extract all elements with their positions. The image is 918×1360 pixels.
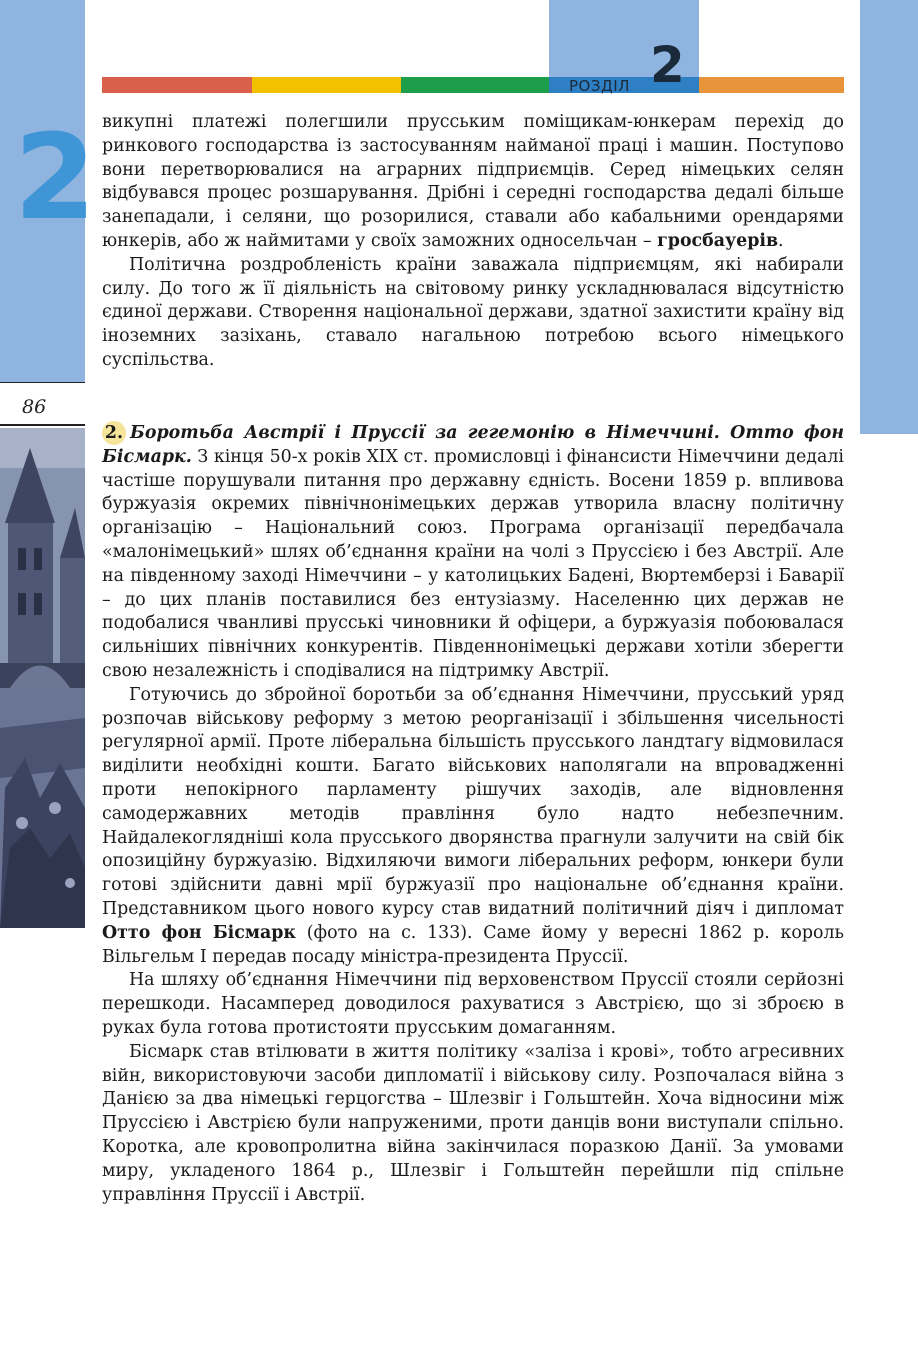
page-number: 86 [22,396,47,418]
paragraph: Політична роздробленість країни заважала підприємцям, які набирали силу. До того ж її діяльність на світовому ринку ускладнювалася відсутністю єдиної держави. Створення національної держави, здатної захистити країну від іноземних зазіхань, ставало нагальною потребою всього німецького суспільства. [102,254,844,370]
section-number: 2 [650,36,685,94]
section-2-block [102,421,844,1207]
color-bar-green [401,77,549,93]
castle-engraving-image [0,428,85,928]
section-2-paragraph: 2. Боротьба Австрії і Пруссії за гегемонію в Німеччині. Отто фон Бісмарк. З кінця 50-х років XIX ст. промисловці і фінансисти Німеччини дедалі частіше порушували питання про державну єдність. Восени 1859 р. впливова буржуазія окремих північнонімецьких держав утворила власну політичну організацію – Національний союз. Програма організації передбачала «малонімецький» шлях об’єднання країни на чолі з Пруссією і без Австрії. Але на південному заході Німеччини – у католицьких Бадені, Вюртемберзі і Баварії – до цих планів поставилися без ентузіазму. Населенню цих держав не подобалися чванливі прусські чиновники й офіцери, а буржуазія побоювалася сильніших північних конкурентів. Південнонімецькі держави хотіли зберегти свою незалежність і сподівалися на підтримку Австрії. [102,423,844,681]
intro-block [102,111,844,373]
section-label: РОЗДІЛ [569,77,630,95]
page-number-rule-top [0,382,85,383]
bold-term: гросбауерів [657,230,779,251]
chapter-number: 2 [14,108,97,246]
paragraph: Готуючись до збройної боротьби за об’єднання Німеччини, прусський уряд розпочав військову реформу з метою реорганізації і збільшення чисельності регулярної армії. Проте ліберальна більшість прусського ландтагу відмовилася виділити необхідні кошти. Багато військових наполягали на впровадженні проти непокірного парламенту рішучих заходів, але відновлення самодержавних методів правління було надто небезпечним. Найдалекоглядніші кола прусського дворянства прагнули залучити на свій бік опозиційну буржуазію. Відхиляючи вимоги ліберальних реформ, юнкери були готові здійснити давні мрії буржуазії про національне об’єднання країни. Представником цього нового курсу став видатний політичний діяч і дипломат Отто фон Бісмарк (фото на с. 133). Саме йому у вересні 1862 р. король Вільгельм I передав посаду міністра-президента Пруссії. [102,684,844,967]
section-number-badge: 2. [102,421,126,445]
paragraph: Бісмарк став втілювати в життя політику «заліза і крові», тобто агресивних війн, використовуючи засоби дипломатії і військову силу. Розпочалася війна з Данією за два німецькі герцогства – Шлезвіг і Гольштейн. Хоча відносини між Пруссією і Австрією були напруженими, проти данців вони виступали спільно. Коротка, але кровопролитна війна закінчилася поразкою Данії. За умовами миру, укладеного 1864 р., Шлезвіг і Гольштейн перейшли під спільне управління Пруссії і Австрії. [102,1041,844,1205]
right-color-band [860,0,918,434]
color-bar-yellow [252,77,401,93]
color-bar-orange [699,77,844,93]
bold-name: Отто фон Бісмарк [102,922,296,943]
paragraph: На шляху об’єднання Німеччини під верховенством Пруссії стояли серйозні перешкоди. Насамперед доводилося рахуватися з Австрією, що зі зброєю в руках була готова протистояти прусським домаганням. [102,970,844,1038]
color-bar-red [102,77,252,93]
paragraph: викупні платежі полегшили прусським поміщикам-юнкерам перехід до ринкового господарства із застосуванням найманої праці і машин. Поступово вони перетворювалися на аграрних підприємців. Серед німецьких селян відбувався процес розшарування. Дрібні і середні господарства дедалі більше занепадали, і селяни, що розорилися, ставали або кабальними орендарями юнкерів, або ж наймитами у своїх заможних односельчан – гросбауерів. [102,112,844,251]
page-number-rule-bottom [0,424,85,426]
section-heading: Боротьба Австрії і Пруссії за гегемонію в Німеччині. Отто фон Бісмарк. [102,423,844,467]
